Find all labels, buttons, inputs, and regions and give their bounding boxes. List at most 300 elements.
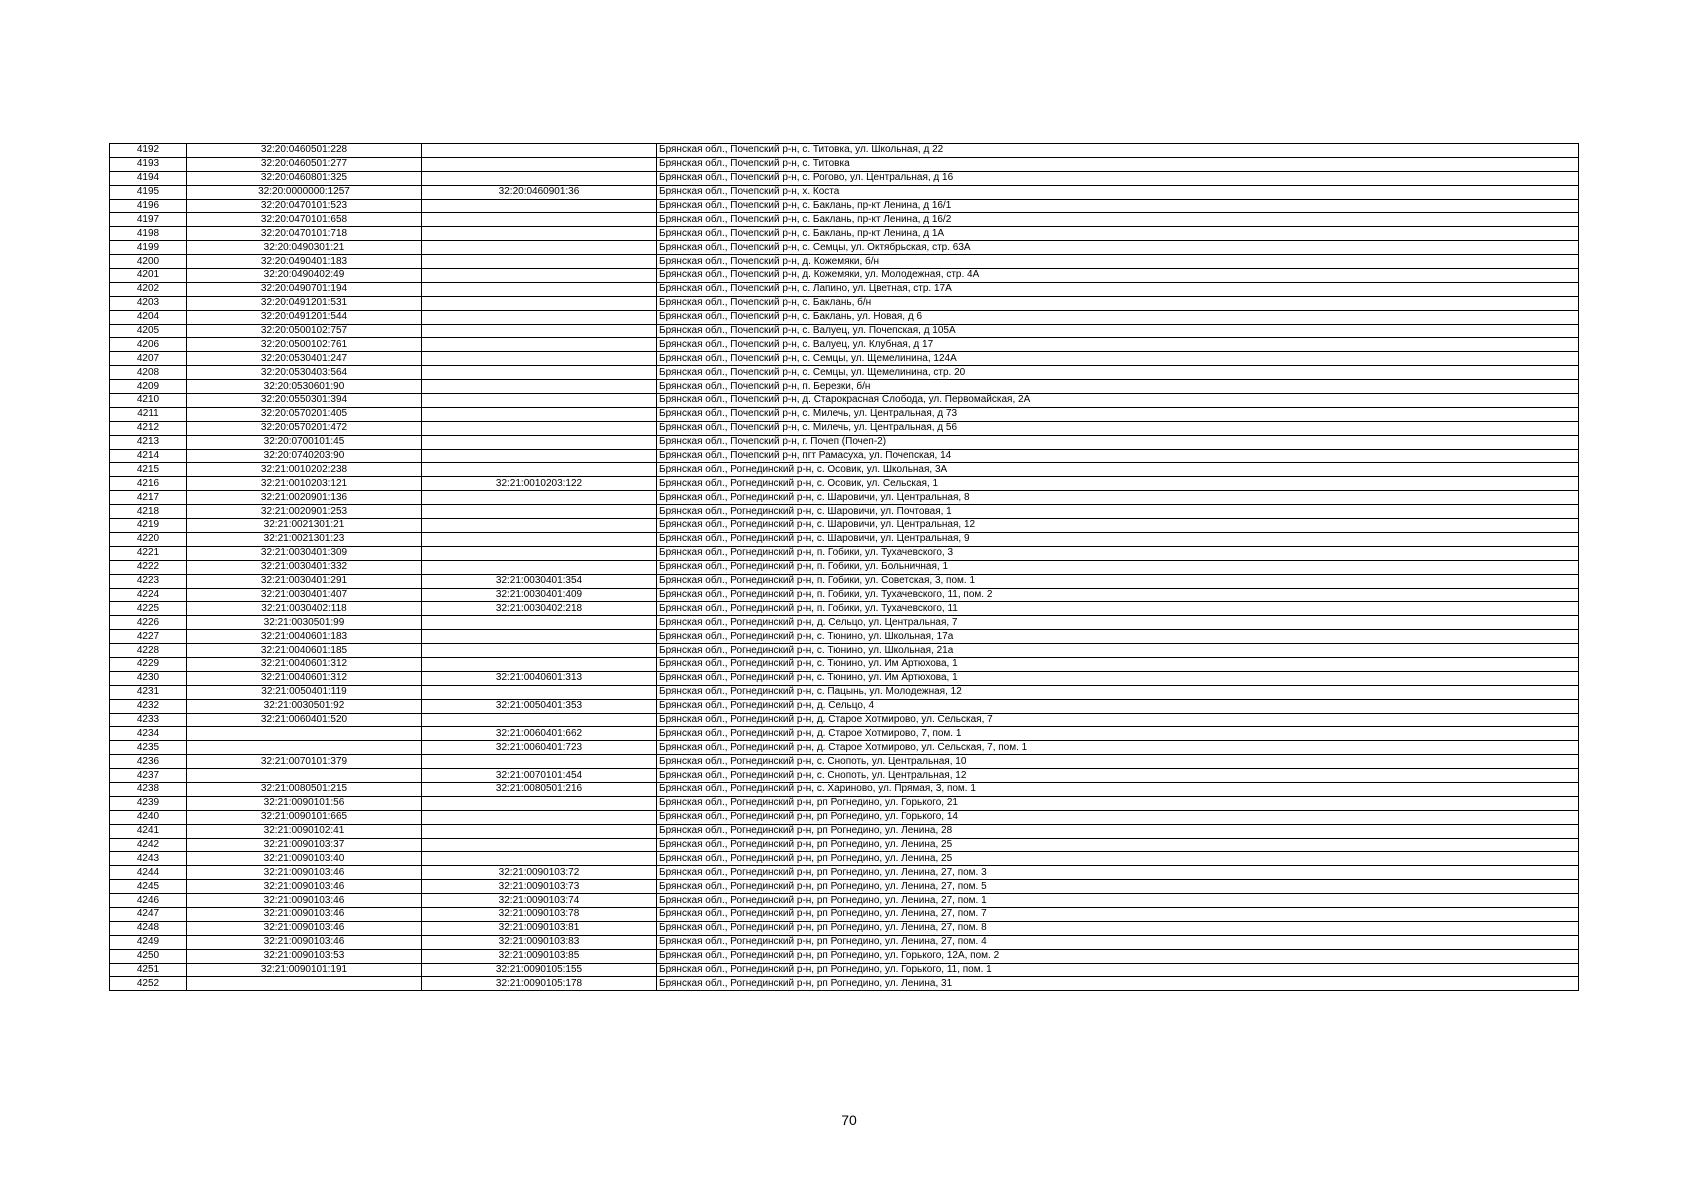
- row-number-cell: 4198: [110, 227, 187, 241]
- sub-cadastral-number-cell: [422, 755, 657, 769]
- sub-cadastral-number-cell: 32:21:0030402:218: [422, 602, 657, 616]
- sub-cadastral-number-cell: [422, 546, 657, 560]
- cadastral-number-cell: 32:20:0530401:247: [187, 352, 422, 366]
- sub-cadastral-number-cell: 32:21:0090103:78: [422, 907, 657, 921]
- sub-cadastral-number-cell: 32:21:0070101:454: [422, 769, 657, 783]
- sub-cadastral-number-cell: 32:20:0460901:36: [422, 185, 657, 199]
- row-number-cell: 4249: [110, 935, 187, 949]
- row-number-cell: 4228: [110, 644, 187, 658]
- table-row: [110, 657, 1579, 671]
- address-cell: Брянская обл., Рогнединский р-н, д. Сельцо, 4: [657, 699, 1579, 713]
- table-row: [110, 144, 1579, 158]
- table-row: [110, 560, 1579, 574]
- row-number-cell: 4231: [110, 685, 187, 699]
- sub-cadastral-number-cell: [422, 838, 657, 852]
- row-number-cell: 4239: [110, 796, 187, 810]
- cadastral-number-cell: 32:20:0500102:757: [187, 324, 422, 338]
- cadastral-number-cell: 32:20:0570201:405: [187, 407, 422, 421]
- sub-cadastral-number-cell: 32:21:0090103:85: [422, 949, 657, 963]
- sub-cadastral-number-cell: [422, 519, 657, 533]
- table-row: [110, 685, 1579, 699]
- cadastral-number-cell: 32:21:0070101:379: [187, 755, 422, 769]
- table-row: [110, 435, 1579, 449]
- table-row: [110, 532, 1579, 546]
- address-cell: Брянская обл., Почепский р-н, д. Кожемяки, ул. Молодежная, стр. 4А: [657, 269, 1579, 283]
- row-number-cell: 4218: [110, 505, 187, 519]
- address-cell: Брянская обл., Рогнединский р-н, с. Шаровичи, ул. Почтовая, 1: [657, 505, 1579, 519]
- row-number-cell: 4195: [110, 185, 187, 199]
- address-cell: Брянская обл., Почепский р-н, с. Лапино, ул. Цветная, стр. 17А: [657, 282, 1579, 296]
- row-number-cell: 4236: [110, 755, 187, 769]
- table-row: [110, 185, 1579, 199]
- row-number-cell: 4247: [110, 907, 187, 921]
- cadastral-number-cell: 32:21:0030401:407: [187, 588, 422, 602]
- address-cell: Брянская обл., Почепский р-н, с. Семцы, ул. Щемелинина, стр. 20: [657, 366, 1579, 380]
- table-row: [110, 699, 1579, 713]
- sub-cadastral-number-cell: [422, 338, 657, 352]
- table-row: [110, 769, 1579, 783]
- cadastral-number-cell: [187, 727, 422, 741]
- address-cell: Брянская обл., Почепский р-н, д. Старокрасная Слобода, ул. Первомайская, 2А: [657, 394, 1579, 408]
- sub-cadastral-number-cell: [422, 269, 657, 283]
- sub-cadastral-number-cell: [422, 463, 657, 477]
- cadastral-number-cell: 32:20:0000000:1257: [187, 185, 422, 199]
- cadastral-number-cell: 32:21:0021301:21: [187, 519, 422, 533]
- sub-cadastral-number-cell: 32:21:0050401:353: [422, 699, 657, 713]
- address-cell: Брянская обл., Рогнединский р-н, рп Рогнедино, ул. Ленина, 27, пом. 3: [657, 866, 1579, 880]
- cadastral-number-cell: 32:21:0090103:40: [187, 852, 422, 866]
- table-row: [110, 963, 1579, 977]
- row-number-cell: 4219: [110, 519, 187, 533]
- table-row: [110, 838, 1579, 852]
- cadastral-number-cell: 32:20:0570201:472: [187, 421, 422, 435]
- table-row: [110, 616, 1579, 630]
- sub-cadastral-number-cell: 32:21:0030401:409: [422, 588, 657, 602]
- address-cell: Брянская обл., Рогнединский р-н, с. Снопоть, ул. Центральная, 10: [657, 755, 1579, 769]
- table-row: [110, 421, 1579, 435]
- address-cell: Брянская обл., Рогнединский р-н, рп Рогнедино, ул. Ленина, 27, пом. 4: [657, 935, 1579, 949]
- cadastral-number-cell: 32:21:0030501:92: [187, 699, 422, 713]
- cadastral-number-cell: 32:21:0030402:118: [187, 602, 422, 616]
- sub-cadastral-number-cell: [422, 657, 657, 671]
- table-row: [110, 477, 1579, 491]
- address-cell: Брянская обл., Рогнединский р-н, рп Рогнедино, ул. Горького, 12А, пом. 2: [657, 949, 1579, 963]
- table-row: [110, 727, 1579, 741]
- cadastral-number-cell: [187, 769, 422, 783]
- cadastral-number-cell: 32:21:0020901:253: [187, 505, 422, 519]
- row-number-cell: 4241: [110, 824, 187, 838]
- sub-cadastral-number-cell: [422, 394, 657, 408]
- row-number-cell: 4197: [110, 213, 187, 227]
- row-number-cell: 4214: [110, 449, 187, 463]
- sub-cadastral-number-cell: [422, 366, 657, 380]
- cadastral-number-cell: 32:20:0491201:531: [187, 296, 422, 310]
- row-number-cell: 4202: [110, 282, 187, 296]
- page-number: 70: [841, 1112, 857, 1128]
- row-number-cell: 4225: [110, 602, 187, 616]
- address-cell: Брянская обл., Почепский р-н, с. Валуец, ул. Клубная, д 17: [657, 338, 1579, 352]
- row-number-cell: 4230: [110, 671, 187, 685]
- address-cell: Брянская обл., Рогнединский р-н, с. Пацынь, ул. Молодежная, 12: [657, 685, 1579, 699]
- sub-cadastral-number-cell: [422, 491, 657, 505]
- address-cell: Брянская обл., Рогнединский р-н, рп Рогнедино, ул. Ленина, 25: [657, 852, 1579, 866]
- table-row: [110, 796, 1579, 810]
- sub-cadastral-number-cell: 32:21:0030401:354: [422, 574, 657, 588]
- table-row: [110, 338, 1579, 352]
- row-number-cell: 4200: [110, 255, 187, 269]
- table-row: [110, 921, 1579, 935]
- row-number-cell: 4234: [110, 727, 187, 741]
- row-number-cell: 4242: [110, 838, 187, 852]
- sub-cadastral-number-cell: [422, 144, 657, 158]
- sub-cadastral-number-cell: [422, 324, 657, 338]
- cadastral-number-cell: 32:21:0090103:53: [187, 949, 422, 963]
- sub-cadastral-number-cell: [422, 421, 657, 435]
- table-row: [110, 630, 1579, 644]
- address-cell: Брянская обл., Почепский р-н, с. Рогово, ул. Центральная, д 16: [657, 171, 1579, 185]
- address-cell: Брянская обл., Рогнединский р-н, с. Тюнино, ул. Им Артюхова, 1: [657, 671, 1579, 685]
- cadastral-number-cell: 32:21:0090103:46: [187, 866, 422, 880]
- cadastral-number-cell: 32:20:0530601:90: [187, 380, 422, 394]
- table-row: [110, 671, 1579, 685]
- address-cell: Брянская обл., Почепский р-н, п. Березки, б/н: [657, 380, 1579, 394]
- row-number-cell: 4199: [110, 241, 187, 255]
- address-cell: Брянская обл., Почепский р-н, х. Коста: [657, 185, 1579, 199]
- row-number-cell: 4248: [110, 921, 187, 935]
- table-row: [110, 352, 1579, 366]
- table-row: [110, 644, 1579, 658]
- cadastral-number-cell: 32:20:0470101:523: [187, 199, 422, 213]
- address-cell: Брянская обл., Почепский р-н, г. Почеп (Почеп-2): [657, 435, 1579, 449]
- row-number-cell: 4232: [110, 699, 187, 713]
- cadastral-number-cell: 32:21:0090103:46: [187, 935, 422, 949]
- sub-cadastral-number-cell: [422, 713, 657, 727]
- cadastral-number-cell: 32:20:0470101:658: [187, 213, 422, 227]
- sub-cadastral-number-cell: [422, 255, 657, 269]
- address-cell: Брянская обл., Рогнединский р-н, п. Гобики, ул. Тухачевского, 3: [657, 546, 1579, 560]
- sub-cadastral-number-cell: [422, 171, 657, 185]
- row-number-cell: 4201: [110, 269, 187, 283]
- table-row: [110, 366, 1579, 380]
- property-registry-table: [109, 143, 1579, 991]
- table-row: [110, 602, 1579, 616]
- row-number-cell: 4221: [110, 546, 187, 560]
- cadastral-number-cell: 32:21:0040601:185: [187, 644, 422, 658]
- table-row: [110, 713, 1579, 727]
- cadastral-number-cell: 32:21:0060401:520: [187, 713, 422, 727]
- row-number-cell: 4213: [110, 435, 187, 449]
- address-cell: Брянская обл., Почепский р-н, с. Баклань, пр-кт Ленина, д 1А: [657, 227, 1579, 241]
- sub-cadastral-number-cell: [422, 630, 657, 644]
- table-row: [110, 255, 1579, 269]
- row-number-cell: 4206: [110, 338, 187, 352]
- cadastral-number-cell: 32:21:0040601:183: [187, 630, 422, 644]
- cadastral-number-cell: 32:21:0090101:191: [187, 963, 422, 977]
- table-row: [110, 519, 1579, 533]
- row-number-cell: 4226: [110, 616, 187, 630]
- address-cell: Брянская обл., Рогнединский р-н, рп Рогнедино, ул. Горького, 14: [657, 810, 1579, 824]
- table-row: [110, 157, 1579, 171]
- address-cell: Брянская обл., Рогнединский р-н, д. Старое Хотмирово, ул. Сельская, 7: [657, 713, 1579, 727]
- sub-cadastral-number-cell: [422, 644, 657, 658]
- cadastral-number-cell: 32:21:0030501:99: [187, 616, 422, 630]
- address-cell: Брянская обл., Почепский р-н, с. Баклань, б/н: [657, 296, 1579, 310]
- cadastral-number-cell: [187, 977, 422, 991]
- table-row: [110, 949, 1579, 963]
- table-row: [110, 282, 1579, 296]
- row-number-cell: 4245: [110, 880, 187, 894]
- sub-cadastral-number-cell: [422, 241, 657, 255]
- cadastral-number-cell: 32:21:0020901:136: [187, 491, 422, 505]
- table-row: [110, 574, 1579, 588]
- table-row: [110, 880, 1579, 894]
- address-cell: Брянская обл., Почепский р-н, с. Баклань, пр-кт Ленина, д 16/1: [657, 199, 1579, 213]
- address-cell: Брянская обл., Почепский р-н, с. Баклань, ул. Новая, д 6: [657, 310, 1579, 324]
- row-number-cell: 4192: [110, 144, 187, 158]
- address-cell: Брянская обл., Почепский р-н, с. Семцы, ул. Щемелинина, 124А: [657, 352, 1579, 366]
- address-cell: Брянская обл., Почепский р-н, с. Милечь, ул. Центральная, д 73: [657, 407, 1579, 421]
- table-row: [110, 810, 1579, 824]
- address-cell: Брянская обл., Рогнединский р-н, д. Старое Хотмирово, ул. Сельская, 7, пом. 1: [657, 741, 1579, 755]
- address-cell: Брянская обл., Рогнединский р-н, с. Тюнино, ул. Им Артюхова, 1: [657, 657, 1579, 671]
- table-row: [110, 894, 1579, 908]
- sub-cadastral-number-cell: [422, 227, 657, 241]
- table-row: [110, 296, 1579, 310]
- address-cell: Брянская обл., Рогнединский р-н, рп Рогнедино, ул. Горького, 11, пом. 1: [657, 963, 1579, 977]
- table-row: [110, 463, 1579, 477]
- table-row: [110, 755, 1579, 769]
- row-number-cell: 4204: [110, 310, 187, 324]
- address-cell: Брянская обл., Рогнединский р-н, рп Рогнедино, ул. Ленина, 27, пом. 1: [657, 894, 1579, 908]
- table-row: [110, 394, 1579, 408]
- row-number-cell: 4196: [110, 199, 187, 213]
- row-number-cell: 4233: [110, 713, 187, 727]
- row-number-cell: 4193: [110, 157, 187, 171]
- address-cell: Брянская обл., Рогнединский р-н, с. Тюнино, ул. Школьная, 17а: [657, 630, 1579, 644]
- address-cell: Брянская обл., Рогнединский р-н, рп Рогнедино, ул. Горького, 21: [657, 796, 1579, 810]
- sub-cadastral-number-cell: [422, 852, 657, 866]
- sub-cadastral-number-cell: 32:21:0090103:74: [422, 894, 657, 908]
- table-row: [110, 866, 1579, 880]
- address-cell: Брянская обл., Почепский р-н, с. Валуец, ул. Почепская, д 105А: [657, 324, 1579, 338]
- sub-cadastral-number-cell: 32:21:0090105:155: [422, 963, 657, 977]
- sub-cadastral-number-cell: [422, 213, 657, 227]
- cadastral-number-cell: 32:21:0090103:46: [187, 907, 422, 921]
- row-number-cell: 4194: [110, 171, 187, 185]
- sub-cadastral-number-cell: [422, 352, 657, 366]
- cadastral-number-cell: 32:21:0030401:309: [187, 546, 422, 560]
- address-cell: Брянская обл., Рогнединский р-н, с. Шаровичи, ул. Центральная, 8: [657, 491, 1579, 505]
- table-row: [110, 852, 1579, 866]
- sub-cadastral-number-cell: 32:21:0090105:178: [422, 977, 657, 991]
- table-row: [110, 782, 1579, 796]
- address-cell: Брянская обл., Почепский р-н, пгт Рамасуха, ул. Почепская, 14: [657, 449, 1579, 463]
- table-row: [110, 907, 1579, 921]
- cadastral-number-cell: 32:20:0530403:564: [187, 366, 422, 380]
- sub-cadastral-number-cell: 32:21:0090103:81: [422, 921, 657, 935]
- address-cell: Брянская обл., Почепский р-н, с. Баклань, пр-кт Ленина, д 16/2: [657, 213, 1579, 227]
- sub-cadastral-number-cell: [422, 199, 657, 213]
- table-row: [110, 546, 1579, 560]
- cadastral-number-cell: 32:21:0090101:665: [187, 810, 422, 824]
- row-number-cell: 4229: [110, 657, 187, 671]
- table-row: [110, 310, 1579, 324]
- sub-cadastral-number-cell: [422, 407, 657, 421]
- address-cell: Брянская обл., Рогнединский р-н, с. Тюнино, ул. Школьная, 21а: [657, 644, 1579, 658]
- row-number-cell: 4220: [110, 532, 187, 546]
- cadastral-number-cell: 32:20:0491201:544: [187, 310, 422, 324]
- sub-cadastral-number-cell: [422, 560, 657, 574]
- address-cell: Брянская обл., Рогнединский р-н, рп Рогнедино, ул. Ленина, 27, пом. 5: [657, 880, 1579, 894]
- cadastral-number-cell: 32:20:0550301:394: [187, 394, 422, 408]
- table-row: [110, 241, 1579, 255]
- sub-cadastral-number-cell: 32:21:0040601:313: [422, 671, 657, 685]
- sub-cadastral-number-cell: 32:21:0060401:662: [422, 727, 657, 741]
- row-number-cell: 4208: [110, 366, 187, 380]
- cadastral-number-cell: 32:21:0050401:119: [187, 685, 422, 699]
- address-cell: Брянская обл., Рогнединский р-н, п. Гобики, ул. Тухачевского, 11: [657, 602, 1579, 616]
- registry-table-body: [110, 144, 1579, 991]
- cadastral-number-cell: 32:21:0030401:291: [187, 574, 422, 588]
- address-cell: Брянская обл., Рогнединский р-н, с. Снопоть, ул. Центральная, 12: [657, 769, 1579, 783]
- table-row: [110, 491, 1579, 505]
- row-number-cell: 4252: [110, 977, 187, 991]
- sub-cadastral-number-cell: [422, 449, 657, 463]
- table-row: [110, 977, 1579, 991]
- sub-cadastral-number-cell: [422, 810, 657, 824]
- table-row: [110, 227, 1579, 241]
- table-row: [110, 824, 1579, 838]
- table-row: [110, 407, 1579, 421]
- address-cell: Брянская обл., Рогнединский р-н, п. Гобики, ул. Тухачевского, 11, пом. 2: [657, 588, 1579, 602]
- cadastral-number-cell: [187, 741, 422, 755]
- row-number-cell: 4224: [110, 588, 187, 602]
- table-row: [110, 213, 1579, 227]
- sub-cadastral-number-cell: [422, 685, 657, 699]
- table-row: [110, 505, 1579, 519]
- cadastral-number-cell: 32:21:0021301:23: [187, 532, 422, 546]
- table-row: [110, 741, 1579, 755]
- sub-cadastral-number-cell: 32:21:0060401:723: [422, 741, 657, 755]
- table-row: [110, 199, 1579, 213]
- cadastral-number-cell: 32:20:0460501:277: [187, 157, 422, 171]
- row-number-cell: 4217: [110, 491, 187, 505]
- row-number-cell: 4243: [110, 852, 187, 866]
- address-cell: Брянская обл., Рогнединский р-н, с. Осовик, ул. Школьная, 3А: [657, 463, 1579, 477]
- table-row: [110, 380, 1579, 394]
- row-number-cell: 4246: [110, 894, 187, 908]
- cadastral-number-cell: 32:21:0040601:312: [187, 671, 422, 685]
- table-row: [110, 588, 1579, 602]
- row-number-cell: 4222: [110, 560, 187, 574]
- address-cell: Брянская обл., Рогнединский р-н, рп Рогнедино, ул. Ленина, 28: [657, 824, 1579, 838]
- address-cell: Брянская обл., Рогнединский р-н, рп Рогнедино, ул. Ленина, 27, пом. 8: [657, 921, 1579, 935]
- sub-cadastral-number-cell: 32:21:0010203:122: [422, 477, 657, 491]
- sub-cadastral-number-cell: 32:21:0080501:216: [422, 782, 657, 796]
- cadastral-number-cell: 32:21:0040601:312: [187, 657, 422, 671]
- sub-cadastral-number-cell: [422, 157, 657, 171]
- cadastral-number-cell: 32:21:0090103:37: [187, 838, 422, 852]
- sub-cadastral-number-cell: 32:21:0090103:73: [422, 880, 657, 894]
- row-number-cell: 4216: [110, 477, 187, 491]
- address-cell: Брянская обл., Почепский р-н, с. Титовка: [657, 157, 1579, 171]
- address-cell: Брянская обл., Почепский р-н, д. Кожемяки, б/н: [657, 255, 1579, 269]
- sub-cadastral-number-cell: [422, 310, 657, 324]
- cadastral-number-cell: 32:20:0490301:21: [187, 241, 422, 255]
- row-number-cell: 4203: [110, 296, 187, 310]
- sub-cadastral-number-cell: [422, 296, 657, 310]
- sub-cadastral-number-cell: 32:21:0090103:72: [422, 866, 657, 880]
- cadastral-number-cell: 32:21:0090103:46: [187, 880, 422, 894]
- registry-sheet: [109, 143, 1579, 991]
- address-cell: Брянская обл., Рогнединский р-н, с. Шаровичи, ул. Центральная, 9: [657, 532, 1579, 546]
- cadastral-number-cell: 32:21:0090102:41: [187, 824, 422, 838]
- row-number-cell: 4209: [110, 380, 187, 394]
- sub-cadastral-number-cell: [422, 380, 657, 394]
- row-number-cell: 4227: [110, 630, 187, 644]
- row-number-cell: 4240: [110, 810, 187, 824]
- sub-cadastral-number-cell: [422, 824, 657, 838]
- cadastral-number-cell: 32:21:0010203:121: [187, 477, 422, 491]
- address-cell: Брянская обл., Рогнединский р-н, с. Шаровичи, ул. Центральная, 12: [657, 519, 1579, 533]
- sub-cadastral-number-cell: [422, 796, 657, 810]
- cadastral-number-cell: 32:21:0030401:332: [187, 560, 422, 574]
- cadastral-number-cell: 32:21:0090101:56: [187, 796, 422, 810]
- cadastral-number-cell: 32:20:0460501:228: [187, 144, 422, 158]
- address-cell: Брянская обл., Рогнединский р-н, с. Хариново, ул. Прямая, 3, пом. 1: [657, 782, 1579, 796]
- sub-cadastral-number-cell: [422, 282, 657, 296]
- cadastral-number-cell: 32:20:0490701:194: [187, 282, 422, 296]
- cadastral-number-cell: 32:21:0090103:46: [187, 921, 422, 935]
- cadastral-number-cell: 32:20:0740203:90: [187, 449, 422, 463]
- cadastral-number-cell: 32:20:0490401:183: [187, 255, 422, 269]
- table-row: [110, 171, 1579, 185]
- table-row: [110, 269, 1579, 283]
- address-cell: Брянская обл., Рогнединский р-н, п. Гобики, ул. Больничная, 1: [657, 560, 1579, 574]
- row-number-cell: 4237: [110, 769, 187, 783]
- row-number-cell: 4238: [110, 782, 187, 796]
- row-number-cell: 4215: [110, 463, 187, 477]
- row-number-cell: 4212: [110, 421, 187, 435]
- cadastral-number-cell: 32:21:0090103:46: [187, 894, 422, 908]
- sub-cadastral-number-cell: [422, 435, 657, 449]
- sub-cadastral-number-cell: [422, 616, 657, 630]
- address-cell: Брянская обл., Рогнединский р-н, п. Гобики, ул. Советская, 3, пом. 1: [657, 574, 1579, 588]
- sub-cadastral-number-cell: 32:21:0090103:83: [422, 935, 657, 949]
- cadastral-number-cell: 32:20:0490402:49: [187, 269, 422, 283]
- row-number-cell: 4210: [110, 394, 187, 408]
- address-cell: Брянская обл., Почепский р-н, с. Семцы, ул. Октябрьская, стр. 63А: [657, 241, 1579, 255]
- cadastral-number-cell: 32:20:0460801:325: [187, 171, 422, 185]
- row-number-cell: 4244: [110, 866, 187, 880]
- row-number-cell: 4235: [110, 741, 187, 755]
- row-number-cell: 4211: [110, 407, 187, 421]
- row-number-cell: 4207: [110, 352, 187, 366]
- address-cell: Брянская обл., Рогнединский р-н, рп Рогнедино, ул. Ленина, 31: [657, 977, 1579, 991]
- cadastral-number-cell: 32:21:0010202:238: [187, 463, 422, 477]
- address-cell: Брянская обл., Рогнединский р-н, рп Рогнедино, ул. Ленина, 25: [657, 838, 1579, 852]
- cadastral-number-cell: 32:20:0700101:45: [187, 435, 422, 449]
- sub-cadastral-number-cell: [422, 532, 657, 546]
- address-cell: Брянская обл., Рогнединский р-н, с. Осовик, ул. Сельская, 1: [657, 477, 1579, 491]
- row-number-cell: 4250: [110, 949, 187, 963]
- address-cell: Брянская обл., Рогнединский р-н, рп Рогнедино, ул. Ленина, 27, пом. 7: [657, 907, 1579, 921]
- address-cell: Брянская обл., Рогнединский р-н, д. Сельцо, ул. Центральная, 7: [657, 616, 1579, 630]
- address-cell: Брянская обл., Почепский р-н, с. Титовка, ул. Школьная, д 22: [657, 144, 1579, 158]
- address-cell: Брянская обл., Почепский р-н, с. Милечь, ул. Центральная, д 56: [657, 421, 1579, 435]
- row-number-cell: 4205: [110, 324, 187, 338]
- address-cell: Брянская обл., Рогнединский р-н, д. Старое Хотмирово, 7, пом. 1: [657, 727, 1579, 741]
